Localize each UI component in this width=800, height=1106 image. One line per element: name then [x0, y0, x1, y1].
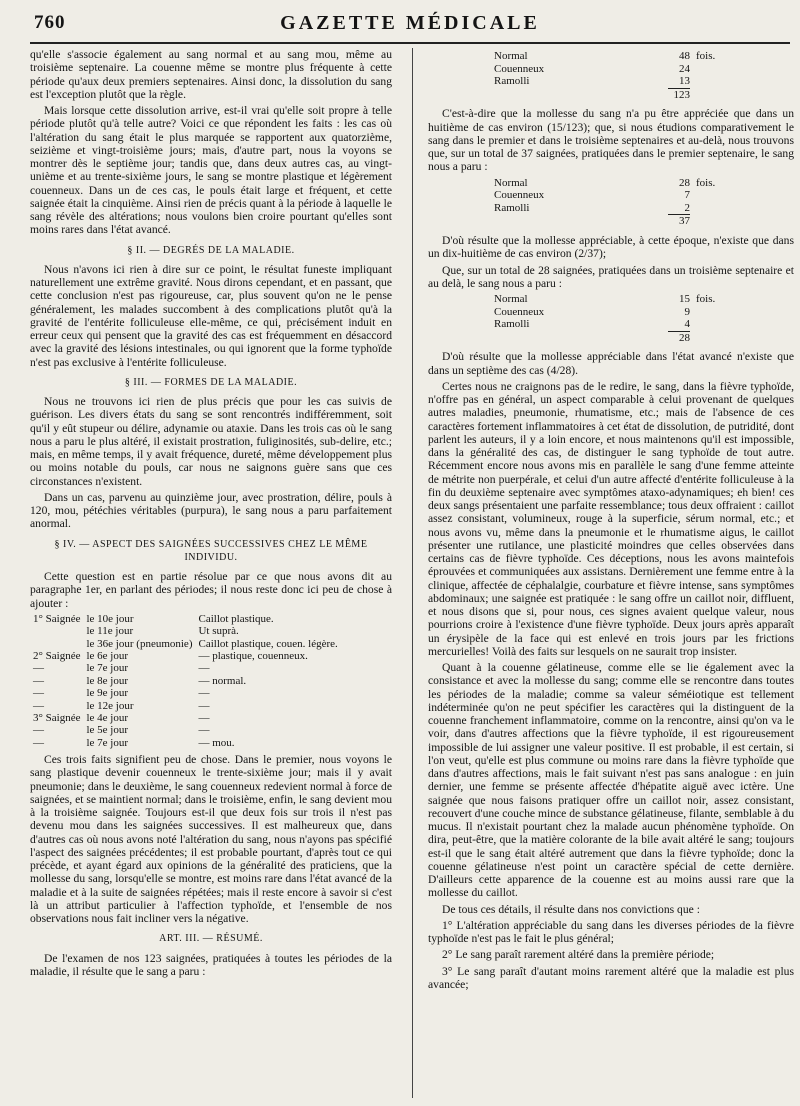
paragraph: D'où résulte que la mollesse appréciable dans l'état avancé n'existe que dans un septième des cas (4/28).	[428, 350, 794, 377]
bleed-label: —	[33, 687, 44, 700]
bleed-aspect: Ut suprà.	[198, 625, 239, 638]
paragraph: Cette question est en partie résolue par ce que nous avons dit au paragraphe 1er, en parlant des périodes; il nous reste donc ici peu de chose à ajouter :	[30, 570, 392, 610]
paragraph: qu'elle s'associe également au sang normal et au sang mou, même au troisième septenaire. La couenne même se montre plus fréquente à cette période qu'aux deux premiers septenaires. Ainsi donc, la dissolution du sang est l'exception plutôt que la règle.	[30, 48, 392, 101]
bleed-day: le 8e jour	[86, 674, 129, 687]
header-rule	[30, 42, 790, 44]
conclusion-item: 3° Le sang paraît d'autant moins rarement altéré que la maladie est plus avancée;	[428, 964, 794, 991]
bleed-day: le 12e jour	[86, 699, 134, 712]
bleed-day: le 6e jour	[86, 649, 129, 662]
paragraph: D'où résulte que la mollesse appréciable, à cette époque, n'existe que dans un dix-huitième de cas environ (2/37);	[428, 234, 794, 261]
bleed-label: —	[33, 724, 44, 737]
bleed-day: le 10e jour	[86, 612, 134, 625]
paragraph: Dans un cas, parvenu au quinzième jour, avec prostration, délire, pouls à 120, mou, pétéchies véritables (purpura), le sang nous a paru parfaitement anormal.	[30, 490, 392, 531]
table-total: 37	[668, 214, 690, 228]
bleed-aspect: Caillot plastique, couen. légère.	[198, 637, 338, 650]
conclusion-item: 2° Le sang paraît rarement altéré dans la première période;	[442, 948, 715, 962]
table-row	[30, 662, 341, 674]
bleed-label: 3° Saignée	[33, 712, 81, 724]
column-divider	[412, 48, 413, 1098]
table-row	[30, 687, 341, 699]
table-row	[30, 737, 341, 749]
paragraph: Mais lorsque cette dissolution arrive, est-il vrai qu'elle soit propre à telle période plutôt qu'à telle autre? Voici ce que répondent les faits : les cas où l'altération du sang était le plus marquée se rapportent aux quatorzième, seizième et vingt-troisième jours; mais, d'autre part, nous la voyons se montrer dès le septième jour; tandis que, dans deux autres cas, au vingt-unième et au trente-sixième jours, le sang se montre plastique et légèrement couenneux. Dans un de ces cas, le pouls était large et fréquent, et cette saignée était la cinquième. Ainsi rien de précis quant à la période à laquelle le sang révèle des altérations; nous voulons bien croire pourtant qu'elles sont moins rares dans l'état avancé.	[30, 104, 392, 237]
bleed-aspect: —	[198, 712, 210, 724]
bleed-aspect: Caillot plastique.	[198, 612, 274, 625]
bleed-day: le 4e jour	[86, 712, 129, 724]
table-row	[30, 650, 341, 662]
bleed-label: 1° Saignée	[33, 612, 81, 625]
bleed-label	[30, 625, 83, 637]
bleed-label: —	[33, 662, 44, 675]
conclusion-item: 1° L'altération appréciable du sang dans les diverses périodes de la fièvre typhoïde n'est pas le fait le plus général;	[428, 918, 794, 946]
bleed-day: le 7e jour	[86, 662, 129, 675]
bleed-label: 2° Saignée	[33, 649, 81, 662]
bleed-label: —	[33, 674, 44, 687]
table-row	[30, 613, 341, 625]
section-heading: § II. — DEGRÉS DE LA MALADIE.	[127, 244, 295, 256]
bleed-aspect: —	[198, 662, 210, 675]
count-table-2: Normal 28 fois. Couenneux 7 Ramolli 2 37	[494, 176, 716, 228]
bleed-day: le 5e jour	[86, 724, 129, 737]
bleed-aspect: —	[198, 724, 210, 737]
paragraph: Certes nous ne craignons pas de le redire, le sang, dans la fièvre typhoïde, n'offre pas en général, un aspect comparable à celui provenant de quelques autres maladies, pneumonie, rhumatisme, etc.; mais de l'absence de ces caractères fortement inflammatoires à cet état de dissolution, de putridité, dont parlent les auteurs, il y a loin encore, et nous maintenons qu'il est impossible, dans la généralité des cas, de distinguer le sang typhoïde de tout autre. Récemment encore nous avons mis en parallèle le sang d'une femme atteinte de métrite non puerpérale, et celui d'un autre affecté d'entérite folliculeuse à la fin du deuxième septenaire avec symptômes ataxo-adynamiques; eh bien! ces deux sangs présentaient une parfaite ressemblance; tous deux offraient : caillot assez consistant, volumineux, rouge à la superficie, sérum normal, etc.; et nous avons vu, même dans la pneumonie et le rhumatisme aigus, le caillot présenter une rutilance, une plasticité moindres que celles observées dans certains cas de fièvre typhoïde. Ces déceptions, nous les avons maintefois éprouvées et communiquées aux assistans. Dernièrement une femme entre à la clinique, affectée de céphalalgie, courbature et fièvre intense, sans symptômes abdominaux; une saignée est pratiquée : le sang offre un caillot noir, diffluent, et nous disons que si, pour nous, ces signes avaient quelque valeur, nous pourrions croire à l'existence d'une fièvre typhoïde. Deux jours après apparaît un érysipèle de la face qui est enlevé en trois jours par les frictions mercurielles! Voilà des faits sur lesquels on ne saurait trop insister.	[428, 379, 794, 658]
count-table-3: Normal 15 fois. Couenneux 9 Ramolli 4 28	[494, 293, 716, 344]
paragraph: C'est-à-dire que la mollesse du sang n'a pu être appréciée que dans un huitième de cas environ (15/123); que, si nous étudions comparativement le sang dans le premier et dans le troisième septenaires et au-delà, nous trouvons que, sur un total de 37 saignées, pratiquées dans le premier septenaire, le sang nous a paru :	[428, 107, 794, 174]
right-column	[428, 48, 794, 994]
page-number: 760	[34, 12, 66, 33]
count-table-1: Normal 48 fois. Couenneux 24 Ramolli 13 123	[494, 50, 716, 101]
bleed-label: —	[33, 736, 44, 749]
bleed-day: le 7e jour	[86, 736, 129, 749]
article-heading: ART. III. — RÉSUMÉ.	[159, 933, 263, 945]
journal-title: GAZETTE MÉDICALE	[280, 12, 540, 34]
table-row	[30, 625, 341, 637]
table-row	[30, 638, 341, 650]
bleed-label	[30, 638, 83, 650]
paragraph: Nous ne trouvons ici rien de plus précis que pour les cas suivis de guérison. Les divers états du sang se sont rencontrés indifféremment, soit qu'il y eût stupeur ou délire, adynamie ou ataxie. Dans les trois cas où le sang nous a paru le plus altéré, il existait prostration, fuliginosités, sub-delire, etc.; mais, en même temps, il y avait fréquence, dureté, même développement plus ou moins notable du pouls, car nous ne saignons guère sans que ces circonstances n'existent.	[30, 395, 392, 488]
bleed-aspect: —	[198, 699, 210, 712]
section-heading: § IV. — ASPECT DES SAIGNÉES SUCCESSIVES CHEZ LE MÊME INDIVIDU.	[54, 538, 368, 563]
paragraph: Ces trois faits signifient peu de chose. Dans le premier, nous voyons le sang plastique devenir couenneux le trente-sixième jour; mais il y avait pneumonie; dans le deuxième, le sang couenneux redevient normal à force de saignées, et se maintient normal; dans le troisième, enfin, le sang devient mou à la troisième saignée. Toujours est-il que deux fois sur trois il n'est pas devenu mou dans les saignées successives. Il est malheureux que, dans d'autres cas où nous avons noté l'altération du sang, nous n'ayons pas spécifié l'aspect des saignées précédentes; il est probable pourtant, d'après tout ce qui précède, et ayant égard aux opinions de la généralité des praticiens, que la mollesse du sang, lorsqu'elle se montre, est moins rare dans l'état avancé de la maladie et à la suite de saignées répétées; mais il reste encore à savoir si c'est là un attribut particulier à l'affection typhoïde, et l'ensemble de nos observations nous fait incliner vers la négative.	[30, 753, 392, 926]
bleed-day: le 36e jour (pneumonie)	[86, 637, 193, 650]
paragraph: De tous ces détails, il résulte dans nos convictions que :	[442, 902, 700, 916]
bleed-aspect: — normal.	[198, 674, 247, 687]
paragraph: Nous n'avons ici rien à dire sur ce point, le résultat funeste impliquant naturellement une extrême gravité. Nous dirons cependant, et en passant, que cette conclusion n'est pas rigoureuse, car, plus souvent qu'on ne le pense généralement, les malades succombent à des complications plutôt qu'à la gravité de l'entérite folliculeuse elle-même, ce qui, précisément induit en erreur ceux qui pensent que la gravité des cas est fréquemment en désaccord avec la gravité des lésions intestinales, ou qui ignorent que la forme typhoïde n'est pas exclusive à l'entérite folliculeuse.	[30, 262, 392, 369]
bleeding-table	[30, 613, 341, 749]
paragraph: Quant à la couenne gélatineuse, comme elle se lie également avec la consistance et avec la mollesse du sang; comme elle se rencontre dans toutes les périodes de la maladie; comme sa valeur séméiotique est tellement indéterminée qu'on ne peut spécifier les caractères qui la distinguent de la couenne franchement inflammatoire, comme on la rencontre, ainsi qu'on va le voir, dans d'autres affections que la fièvre typhoïde, il est rigoureusement impossible de lui assigner une valeur positive. Il est probable, il est certain, si l'on veut, qu'elle est plus commune ou moins rare dans la fièvre typhoïde que dans d'autres affections, mais le fait suivant n'est pas sans analogue : en juin dernier, une femme se présente affectée d'hépatite aiguë avec ictère. Une saignée que nous faisons pratiquer offre un caillot noir, assez consistant, recouvert d'une couche mince de substance gélatineuse, filante, semblable à du mucus. Il n'existait pourtant chez la malade aucun phénomène typhoïde. On dira, peut-être, que la matière colorante de la bile avait altéré le sang; toujours est-il que le sang était altéré autrement que dans la fièvre typhoïde; donc la couenne gélatineuse n'est point un caractère spécial de cette dernière. D'ailleurs cette apparence de la couenne est au moins aussi rare que la mollesse du caillot.	[428, 661, 794, 900]
bleed-aspect: — plastique, couenneux.	[198, 649, 308, 662]
table-total: 28	[668, 331, 690, 345]
table-row	[30, 700, 341, 712]
bleed-day: le 11e jour	[86, 625, 134, 638]
left-column	[30, 48, 392, 981]
bleed-aspect: — mou.	[198, 736, 235, 749]
section-heading: § III. — FORMES DE LA MALADIE.	[124, 376, 298, 388]
conclusion-list	[428, 919, 794, 991]
table-total: 123	[668, 88, 690, 102]
table-row	[30, 724, 341, 736]
bleed-label: —	[33, 699, 44, 712]
bleed-aspect: —	[198, 687, 210, 700]
paragraph: Que, sur un total de 28 saignées, pratiquées dans un troisième septenaire et au delà, le sang nous a paru :	[428, 263, 794, 290]
table-row	[30, 712, 341, 724]
paragraph: De l'examen de nos 123 saignées, pratiquées à toutes les périodes de la maladie, il résulte que le sang a paru :	[30, 951, 392, 978]
table-row	[30, 675, 341, 687]
bleed-day: le 9e jour	[86, 687, 129, 700]
page-header	[30, 10, 790, 40]
